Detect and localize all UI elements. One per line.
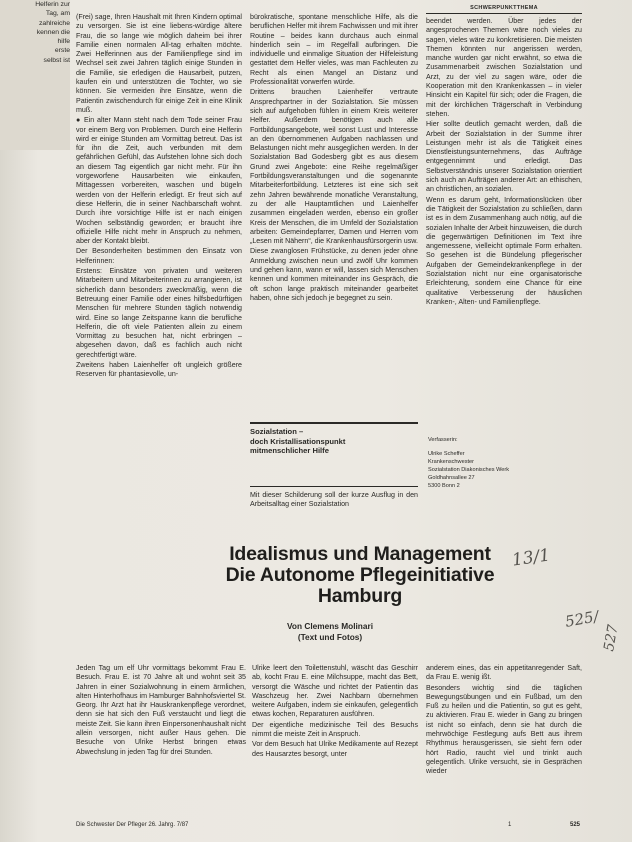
address-line: Ulrike Scheffer xyxy=(428,451,465,457)
paragraph: (Frei) sage, Ihren Haushalt mit Ihren Kindern optimal zu versorgen. Sie ist eine liebens-würdige ältere Frau, die so lange wie möglich daheim bei ihrer Familie einen normalen All-tag erhalten möchte. Zwei Helferinnen aus der Familienpflege sind im Wechsel seit zwei Jahren täglich einige Stunden in die Familie, sie erledigen die Hausarbeit, putzen, kaufen ein und unterstützen die Tochter, wo sie können. Sie vermeiden ihre Einsätze, wenn die Patientin zwischendurch für einige Zeit in eine Klinik muß. xyxy=(76,13,242,114)
headline-line: Die Autonome Pflegeinitiative xyxy=(225,564,495,586)
edge-line: zahlreiche xyxy=(39,19,70,27)
column-3 xyxy=(426,17,582,308)
byline-author: Von Clemens Molinari xyxy=(286,621,374,631)
address-label: Verfasserin: xyxy=(428,437,458,443)
paragraph: ● Ein alter Mann steht nach dem Tode seiner Frau vor einem Berg von Problemen. Durch eine Helferin wird er einige Stunden am Vormittag betreut. Das ist für ihn die Zeit, auch verbunden mit dem gefährlichen Gefühl, das Aufstehen lohne sich doch an diesem Tag eigentlich gar nicht mehr. Für ihn vorgeworfene Hausarbeiten wie einkaufen, Mittagessen vorbereiten, waschen und bügeln werden von der Helferin erledigt. Er freut sich auf diese Helferin, die in seiner Nachbarschaft wohnt. Durch ihre vorsichtige Hilfe ist er nach einigen Wochen selbständig geworden; er braucht ihre offizielle Hilfe nicht mehr in Anspruch zu nehmen, aber der Kontakt bleibt. xyxy=(76,116,242,246)
bottom-column-3 xyxy=(426,664,582,778)
edge-line: hilfe xyxy=(57,38,70,46)
footer-publication: Die Schwester Der Pfleger 26. Jahrg. 7/87 xyxy=(76,822,189,828)
edge-line: erste xyxy=(54,47,70,55)
headline-line: Idealismus und Management xyxy=(229,543,491,565)
paragraph: anderem eines, das ein appetitanregender Saft, da Frau E. wenig ißt. xyxy=(426,664,582,682)
author-address xyxy=(428,436,509,490)
headline-line: Hamburg xyxy=(317,585,403,607)
edge-line: Helferin zur xyxy=(35,1,70,8)
column-2-continuation xyxy=(250,491,418,511)
edge-line: selbst ist xyxy=(43,56,70,64)
heading-line: Sozialstation – xyxy=(250,427,304,436)
handwritten-note: 13/1 xyxy=(510,545,552,571)
paragraph: Diese zwanglosen Frühstücke, zu denen jeder ohne Anmeldung zwischen neun und zwölf Uhr kommen und gehen kann, wann er will, lassen sich Menschen kennen und kommen miteinander ins Gespräch, die oft schon lange praktisch miteinander gearbeitet haben, ohne sich jedoch je begegnet zu sein. xyxy=(250,247,418,302)
section-heading xyxy=(250,427,420,456)
footer-marker: 1 xyxy=(508,822,512,828)
paragraph: Mit dieser Schilderung soll der kurze Ausflug in den Arbeitsalltag einer Sozialstation xyxy=(250,491,418,509)
paragraph: Zweitens haben Laienhelfer oft ungleich größere Reserven für phantasievolle, un- xyxy=(76,360,242,379)
section-rule-bottom xyxy=(250,486,418,487)
address-line: Goldhahnsallee 27 xyxy=(428,475,475,481)
paragraph: Besonders wichtig sind die täglichen Bewegungsübungen und ein Fußbad, um den Fuß zu heilen und die Patientin, so gut es geht, zu aktivieren. Frau E. wieder in Gang zu bringen ist nicht so einfach, denn sie hat durch die mehrwöchige Festlegung aufs Bett aus ihrem Rhythmus herausgerissen, sie sieht fern oder hört Radio, raucht viel und trinkt auch gelegentlich. Ulrike versucht, sie in Gesprächen wieder xyxy=(426,683,582,776)
handwritten-page-number: 527 xyxy=(601,623,622,653)
handwritten-page-number: 525/ xyxy=(563,607,600,631)
page-number: 525 xyxy=(570,822,581,828)
paragraph: Erstens: Einsätze von privaten und weiteren Mitarbeitern und Mitarbeiterinnen zu arrangieren, ist sicherlich dann besonders zweckmäßig, wenn die Betreuung einer Familie oder eines hilfsbedürftigen Menschen für mehrere Stunden täglich notwendig wird. Eine so lange Zeitspanne kann die berufliche Helferin, die oft viele Patienten allein zu einem Vormittag zu besuchen hat, nicht erbringen – abgesehen davon, daß es fachlich auch nicht gerechtfertigt wäre. xyxy=(76,267,242,359)
paragraph: Ulrike leert den Toilettenstuhl, wäscht das Geschirr ab, kocht Frau E. eine Milchsuppe, macht das Bett, versorgt die Wäsche und richtet der Patientin das Waschzeug her. Zwei Nachbarn übernehmen weitere Aufgaben, indem sie einkaufen, gelegentlich etwas kochen, Reparaturen ausführen. xyxy=(252,664,418,719)
paragraph: beendet werden. Über jedes der angesprochenen Themen wäre noch vieles zu sagen, vieles wäre zu konkretisieren. Die meisten Themen könnten nur angerissen werden, manche wurden gar nicht erwähnt, so etwa die Zusammenarbeit zwischen Sozialstation und Arzt, zu der viel zu sagen wäre, oder die Kooperation mit den Krankenkassen – in vieler Hinsicht ein Kapitel für sich; oder die Fragen, die mit der kirchlichen Trägerschaft in Verbindung stehen. xyxy=(426,17,582,118)
bottom-column-1 xyxy=(76,664,246,758)
heading-line: mitmenschlicher Hilfe xyxy=(250,446,329,455)
paragraph: Vor dem Besuch hat Ulrike Medikamente auf Rezept des Hausarztes besorgt, unter xyxy=(252,740,418,758)
paragraph: Wenn es darum geht, Informationslücken über die Tätigkeit der Sozialstation zu schließen, dann ist es in dem Zusammenhang auch nötig, auf die sozialen Inhalte der Arbeit hinzuweisen, die durch die gegenwärtigen Definitionen im Text ihre angemessene, vielleicht optimale Form erhalten. So gesehen ist die Bündelung pflegerischer Aufgaben der Gemeindekrankenpflege in der Sozialstation nicht nur eine organisatorische Erleichterung, sondern eine Chance für eine qualitative Verbesserung der häuslichen Kranken-, Alten- und Familienpflege. xyxy=(426,195,582,306)
address-line: Krankenschwester xyxy=(428,459,475,465)
byline xyxy=(230,621,430,642)
section-tag: SCHWERPUNKTTHEMA xyxy=(470,5,538,11)
bottom-column-2 xyxy=(252,664,418,760)
address-line: 5300 Bonn 2 xyxy=(428,483,460,489)
edge-line: Tag, am xyxy=(45,10,70,18)
heading-line: doch Kristallisationspunkt xyxy=(250,436,346,446)
address-line: Sozialstation Diakonisches Werk xyxy=(428,467,510,473)
paragraph: Hier sollte deutlich gemacht werden, daß die Arbeit der Sozialstation in der Summe ihrer Leistungen mehr ist als die Tätigkeit eines Dienstleistungsunternehmens, das Aufträge entgegennimmt und erledigt. Das Selbstverständnis unserer Sozialstation orientiert sich auch an Aufträgen anderer Art: an ethischen, an christlichen, an sozialen. xyxy=(426,120,582,194)
column-1 xyxy=(76,13,242,381)
article-headline xyxy=(150,544,570,607)
previous-page-edge xyxy=(0,0,70,150)
paragraph: Drittens brauchen Laienhelfer vertraute Ansprechpartner in der Sozialstation. Sie müssen sich auf aufgehoben fühlen in einem Kreis weiterer Helfer. Außerdem benötigen auch alle Fortbildungsangebote, weil sonst Lust und Interesse an den übernommenen Aufgaben nachlassen und Belastungen nicht mehr ausgeglichen werden. In der Sozialstation Bad Godesberg gibt es aus diesem Grund zwei Angebote: eine Reihe regelmäßiger Fortbildungsveranstaltungen und die sogenannte Mitarbeiterfortbildung. Letzteres ist eine sich seit zehn Jahren bewährende monatliche Veranstaltung, zu der alle Hauptamtlichen und Laienhelfer zusammen eingeladen werden, ebenso ein großer Kreis der Menschen, die im Umfeld der Sozialstation arbeiten: Gemeindepfarrer, Damen und Herren vom „Lesen mit Nähern“, die Krankenhausfürsorgerin usw. xyxy=(250,88,418,246)
paragraph: Der Besonderheiten bestimmen den Einsatz von Helferinnen: xyxy=(76,247,242,265)
paragraph: Jeden Tag um elf Uhr vormittags bekommt Frau E. Besuch. Frau E. ist 70 Jahre alt und wohnt seit 35 Jahren in einer Sozialwohnung in einem ärmlichen, alten Hinterhofhaus im Hamburger Bahnhofsviertel St. Georg. Ihr Arzt hat ihr Hauskrankenpflege verordnet, denn sie hat sich den Fuß verstaucht und liegt die meiste Zeit. Sie kann ihren Einpersonenhaushalt nicht allein versorgen, nicht außer Haus gehen. Die Besuche von Ulrike Herbst bringen etwas Abwechslung in jeden Tag für drei Stunden. xyxy=(76,664,246,756)
paragraph: Der eigentliche medizinische Teil des Besuchs nimmt die meiste Zeit in Anspruch. xyxy=(252,720,418,739)
tag-underline xyxy=(426,13,582,14)
paragraph: bürokratische, spontane menschliche Hilfe, als die beruflichen Helfer mit ihrem Fachwissen und mit ihrer Routine – beides kann durchaus auch einmal hinderlich sein – im Regelfall aufbringen. Die individuelle und einmalige Situation der Hilfeleistung gestattet dem Helfer vieles, was man Fachleuten zu Recht als einen Mangel an Distanz und Professionalität vorwerfen würde. xyxy=(250,13,418,87)
section-rule-top xyxy=(250,422,418,424)
edge-line: kennen die xyxy=(36,28,70,36)
byline-credit: (Text und Fotos) xyxy=(297,631,363,642)
column-2 xyxy=(250,13,418,304)
